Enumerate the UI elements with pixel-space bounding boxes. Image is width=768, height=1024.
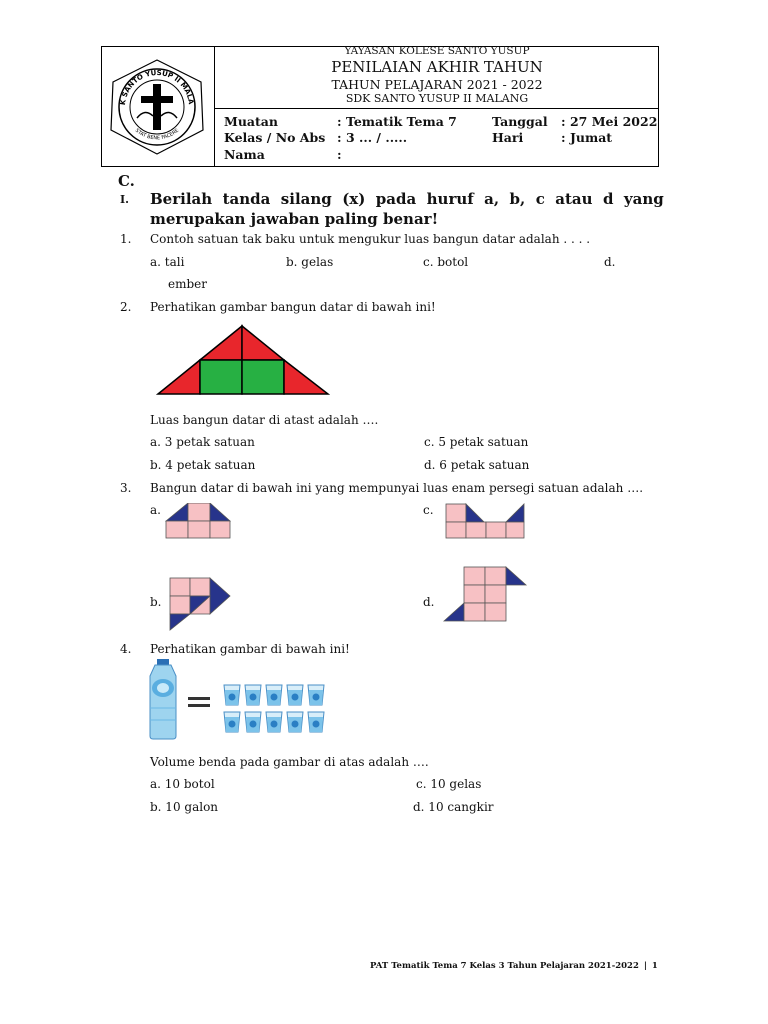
q2-option-a[interactable]: a. 3 petak satuan: [150, 435, 255, 449]
q2-option-d[interactable]: d. 6 petak satuan: [424, 458, 530, 472]
green-square-right: [242, 360, 284, 394]
q3-option-a[interactable]: a.: [150, 503, 161, 517]
glass-icon: [224, 685, 240, 705]
tanggal-value: : 27 Mei 2022: [561, 114, 658, 129]
q2-option-c[interactable]: c. 5 petak satuan: [424, 435, 529, 449]
school-logo: [101, 46, 213, 165]
tanggal-label: Tanggal: [492, 114, 548, 129]
muatan-value: : Tematik Tema 7: [337, 114, 457, 129]
question-2-subtext: Luas bangun datar di atast adalah ….: [150, 413, 379, 427]
glass-icon: [224, 712, 240, 732]
glass-icon: [287, 712, 303, 732]
question-3-number: 3.: [120, 481, 132, 495]
q3-figure-d: [440, 565, 530, 625]
top-left-triangle: [200, 326, 242, 360]
glass-icon: [266, 712, 282, 732]
question-2-text: Perhatikan gambar bangun datar di bawah ini!: [150, 300, 436, 314]
top-right-triangle: [242, 326, 284, 360]
header-divider: [215, 108, 659, 109]
q4-option-a[interactable]: a. 10 botol: [150, 777, 215, 791]
kelas-value: : 3 ... / .....: [337, 130, 408, 145]
equals-icon: [188, 697, 210, 707]
q3-figure-b: [166, 576, 232, 632]
q1-option-d[interactable]: d.: [604, 255, 616, 269]
water-bottle-icon: [150, 659, 176, 739]
glass-icon: [245, 685, 261, 705]
instruction-line-1: Berilah tanda silang (x) pada huruf a, b, c atau d yang: [150, 190, 664, 208]
trapezoid-figure: [156, 324, 330, 396]
question-1-text: Contoh satuan tak baku untuk mengukur luas bangun datar adalah . . . .: [150, 232, 591, 246]
exam-title: PENILAIAN AKHIR TAHUN: [331, 58, 543, 76]
muatan-label: Muatan: [224, 114, 278, 129]
right-triangle: [284, 360, 328, 394]
instruction-line-2: merupakan jawaban paling benar!: [150, 210, 439, 228]
question-2-number: 2.: [120, 300, 132, 314]
glass-icon: [308, 685, 324, 705]
hari-label: Hari: [492, 130, 524, 145]
school-name: SDK SANTO YUSUP II MALANG: [345, 92, 529, 105]
q3-option-d[interactable]: d.: [423, 595, 435, 609]
glass-icon: [287, 685, 303, 705]
question-4-subtext: Volume benda pada gambar di atas adalah ….: [150, 755, 429, 769]
kelas-label: Kelas / No Abs: [224, 130, 326, 145]
q3-figure-c: [444, 502, 528, 540]
section-roman: I.: [120, 193, 129, 206]
school-year: TAHUN PELAJARAN 2021 - 2022: [331, 77, 543, 92]
logo-motto: STAT BENE FACERE: [133, 127, 181, 142]
question-4-text: Perhatikan gambar di bawah ini!: [150, 642, 350, 656]
q4-option-b[interactable]: b. 10 galon: [150, 800, 219, 814]
foundation-name: YAYASAN KOLESE SANTO YUSUP: [344, 45, 530, 57]
question-4-number: 4.: [120, 642, 132, 656]
logo-cell: [101, 46, 215, 167]
glass-icon: [308, 712, 324, 732]
nama-label: Nama: [224, 147, 265, 162]
q3-option-c[interactable]: c.: [423, 503, 434, 517]
section-letter: C.: [118, 172, 135, 190]
green-square-left: [200, 360, 242, 394]
left-triangle: [158, 360, 200, 394]
glass-icon: [266, 685, 282, 705]
footer-text: PAT Tematik Tema 7 Kelas 3 Tahun Pelajaran 2021-2022: [370, 961, 639, 971]
q1-option-a[interactable]: a. tali: [150, 255, 185, 269]
volume-figure: [146, 658, 336, 740]
q1-option-d-wrap: ember: [168, 277, 207, 291]
nama-value: :: [337, 147, 342, 162]
logo-text: K SANTO YUSUP II MALA: [118, 68, 195, 106]
hari-value: : Jumat: [561, 130, 613, 145]
page-number: 1: [651, 961, 658, 971]
footer: [370, 961, 658, 971]
q1-option-c[interactable]: c. botol: [423, 255, 469, 269]
q3-figure-a: [164, 503, 232, 539]
q4-option-c[interactable]: c. 10 gelas: [416, 777, 482, 791]
footer-separator: |: [643, 961, 647, 971]
glasses-group: [224, 685, 324, 732]
q1-option-b[interactable]: b. gelas: [286, 255, 334, 269]
glass-icon: [245, 712, 261, 732]
q2-option-b[interactable]: b. 4 petak satuan: [150, 458, 256, 472]
question-1-number: 1.: [120, 232, 132, 246]
q4-option-d[interactable]: d. 10 cangkir: [413, 800, 494, 814]
q3-option-b[interactable]: b.: [150, 595, 162, 609]
question-3-text: Bangun datar di bawah ini yang mempunyai luas enam persegi satuan adalah ….: [150, 481, 644, 495]
